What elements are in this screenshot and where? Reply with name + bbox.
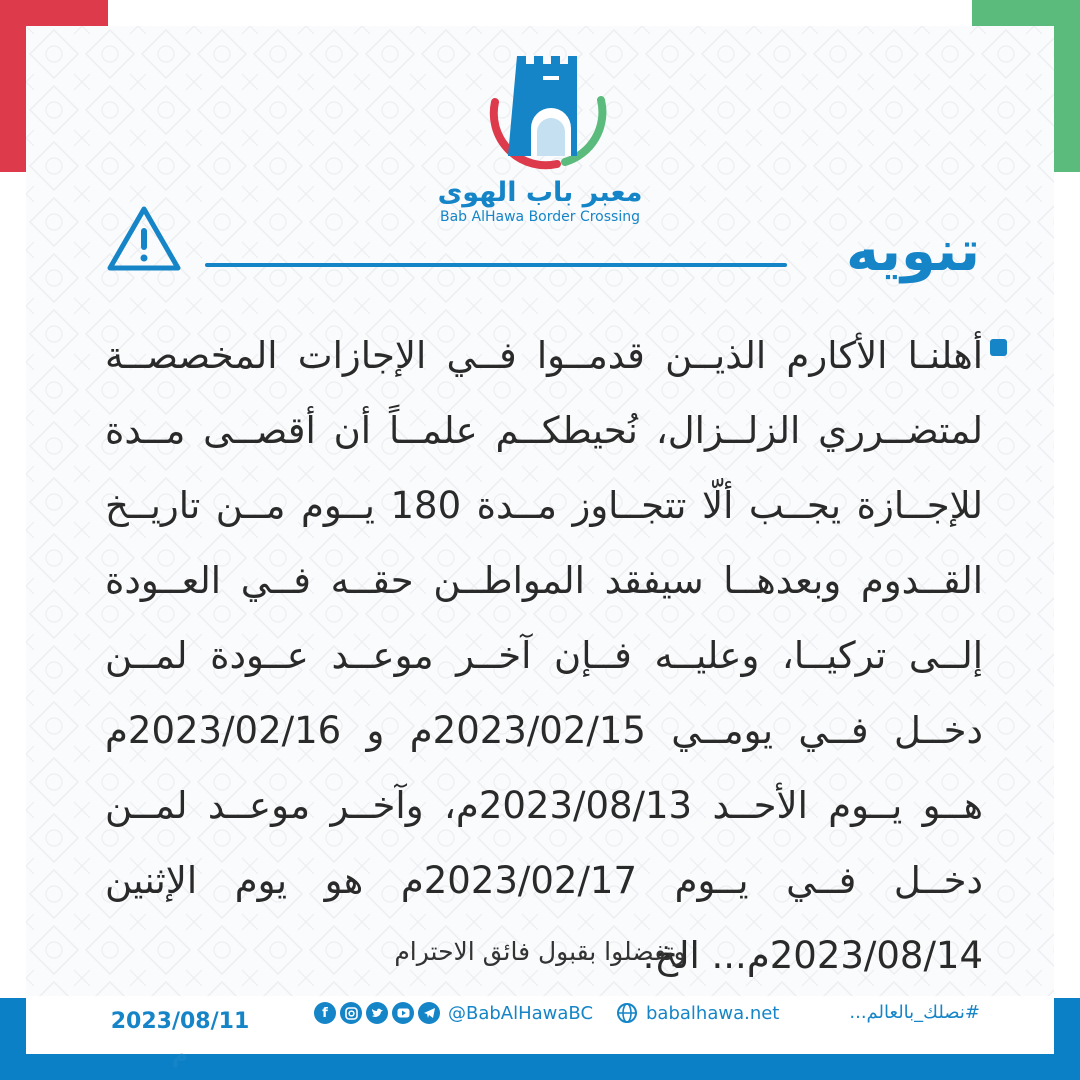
warning-triangle-icon: [106, 204, 182, 274]
social-links: [314, 1000, 593, 1026]
campaign-hashtag[interactable]: #نصلك_بالعالم...: [849, 1002, 980, 1023]
bab-alhawa-logo: [485, 50, 610, 170]
notice-body: أهلنـا الأكارم الذيــن قدمــوا فــي الإجازات المخصصــة لمتضــرري الزلــزال، نُحيطكــم علمــاً أن أقصــى مــدة للإجــازة يجــب ألّا تتجــاوز مــدة 180 يــوم مــن تاريــخ القــدوم وبعدهــا سيفقد المواطــن حقــه فــي العــودة إلــى تركيــا، وعليــه فــإن آخــر موعــد عــودة لمــن دخــل فــي يومــي 2023/02/15م و 2023/02/16م هــو يــوم الأحــد 2023/08/13م، وآخــر موعــد لمــن دخــل فــي يــوم 2023/02/17م هو يوم الإثنين 2023/08/14م... الخ.: [105, 334, 984, 977]
logo-english-name: Bab AlHawa Border Crossing: [440, 209, 640, 225]
notice-title: تنويه: [846, 219, 980, 284]
youtube-icon[interactable]: [392, 1002, 414, 1024]
social-handle[interactable]: @BabAlHawaBC: [448, 1002, 594, 1024]
facebook-icon[interactable]: f: [314, 1002, 336, 1024]
closing-line: وتفضلوا بقبول فائق الاحترام: [394, 937, 686, 966]
bullet-marker: [990, 339, 1007, 356]
website-url[interactable]: babalhawa.net: [646, 1002, 780, 1024]
twitter-icon[interactable]: [366, 1002, 388, 1024]
website-link[interactable]: [616, 1000, 779, 1026]
instagram-icon[interactable]: [340, 1002, 362, 1024]
logo-arabic-name: معبر باب الهوى: [437, 177, 643, 208]
telegram-icon[interactable]: [418, 1002, 440, 1024]
globe-icon: [616, 1002, 638, 1024]
publish-date: 2023/08/11 م: [110, 1009, 250, 1068]
title-underline: [205, 263, 787, 267]
